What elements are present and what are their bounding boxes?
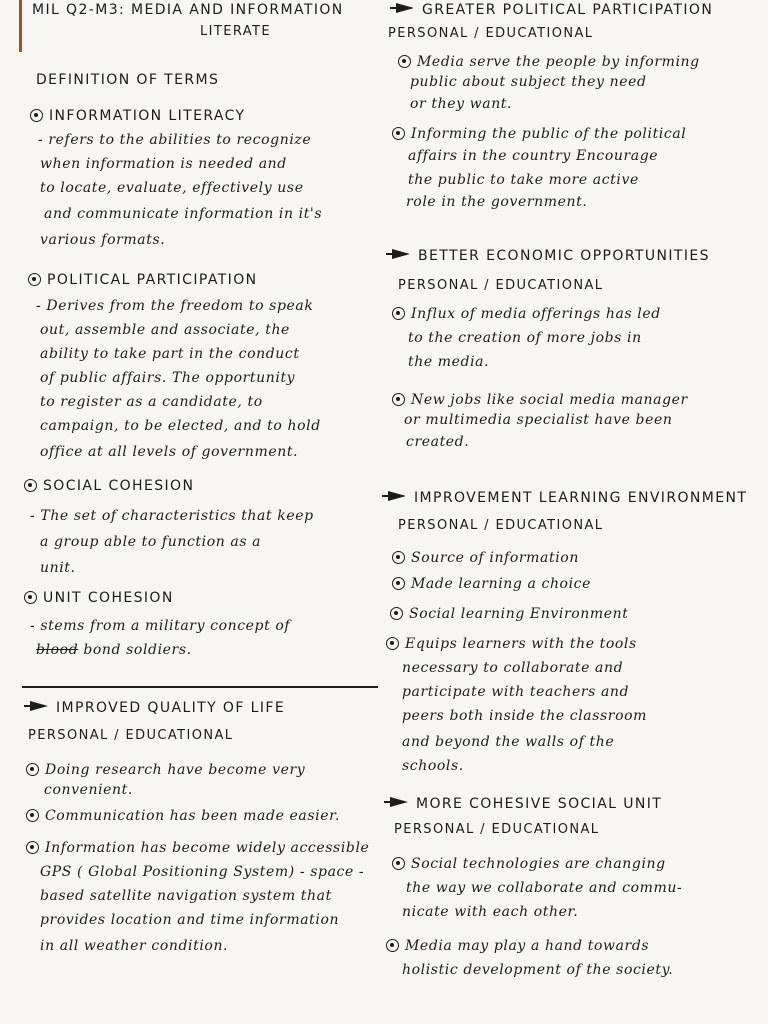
circle-bullet-icon — [24, 479, 37, 492]
list-item-line: role in the government. — [406, 194, 588, 210]
term-definition-line: when information is needed and — [40, 156, 287, 172]
term-definition-line: to register as a candidate, to — [40, 394, 263, 410]
list-item-text: Communication has been made easier. — [45, 808, 340, 824]
circle-bullet-icon — [392, 857, 405, 870]
flag-arrow-icon — [396, 3, 414, 13]
circle-bullet-icon — [390, 607, 403, 620]
definition-heading: DEFINITION OF TERMS — [36, 72, 220, 88]
term-definition-line: - The set of characteristics that keep — [30, 508, 314, 524]
circle-bullet-icon — [386, 939, 399, 952]
circle-bullet-icon — [28, 273, 41, 286]
page-title-line2: LITERATE — [200, 24, 271, 39]
section-subheading: PERSONAL / EDUCATIONAL — [398, 518, 604, 533]
list-item-text: Social technologies are changing — [411, 856, 666, 872]
list-item — [392, 852, 666, 876]
term-definition-line: campaign, to be elected, and to hold — [40, 418, 321, 434]
term-definition-line: - refers to the abilities to recognize — [38, 132, 312, 148]
crossed-out-word: blood — [36, 642, 79, 658]
section-subheading: PERSONAL / EDUCATIONAL — [394, 822, 600, 837]
circle-bullet-icon — [386, 637, 399, 650]
flag-arrow-icon — [392, 249, 410, 259]
list-item-line: based satellite navigation system that — [40, 888, 332, 904]
list-item-line: schools. — [402, 758, 464, 774]
term-label: INFORMATION LITERACY — [49, 108, 246, 124]
list-item-line: GPS ( Global Positioning System) - space - — [40, 864, 365, 880]
list-item — [26, 836, 369, 860]
section-subheading: PERSONAL / EDUCATIONAL — [388, 26, 594, 41]
term-definition-line: out, assemble and associate, the — [40, 322, 290, 338]
list-item — [392, 546, 579, 570]
circle-bullet-icon — [392, 551, 405, 564]
list-item-line: created. — [406, 434, 470, 450]
term-social-cohesion — [24, 478, 194, 494]
term-label: POLITICAL PARTICIPATION — [47, 272, 258, 288]
improved-quality-heading — [30, 700, 285, 716]
list-item-line: necessary to collaborate and — [402, 660, 624, 676]
circle-bullet-icon — [26, 809, 39, 822]
section-divider — [22, 686, 378, 688]
list-item-line: convenient. — [44, 782, 133, 798]
list-item-line: participate with teachers and — [402, 684, 630, 700]
flag-arrow-icon — [390, 797, 408, 807]
list-item-line: nicate with each other. — [402, 904, 579, 920]
list-item-text: Media serve the people by informing — [417, 54, 700, 70]
circle-bullet-icon — [24, 591, 37, 604]
list-item — [392, 572, 591, 596]
term-definition-line: office at all levels of government. — [40, 444, 299, 460]
term-definition-line: - Derives from the freedom to speak — [36, 298, 314, 314]
flag-arrow-icon — [388, 491, 406, 501]
list-item — [386, 934, 649, 958]
term-definition-line: - stems from a military concept of — [30, 618, 291, 634]
greater-political-heading — [396, 2, 713, 18]
list-item-text: Equips learners with the tools — [405, 636, 637, 652]
list-item-line: the public to take more active — [408, 172, 639, 188]
list-item-line: holistic development of the society. — [402, 962, 674, 978]
circle-bullet-icon — [26, 763, 39, 776]
list-item — [392, 302, 661, 326]
improved-quality-subheading: PERSONAL / EDUCATIONAL — [28, 728, 234, 743]
circle-bullet-icon — [398, 55, 411, 68]
list-item-line: and beyond the walls of the — [402, 734, 615, 750]
better-economic-heading — [392, 248, 710, 264]
page-margin-line — [19, 0, 22, 52]
term-unit-cohesion — [24, 590, 174, 606]
list-item-text: Source of information — [411, 550, 579, 566]
flag-arrow-icon — [30, 701, 48, 711]
circle-bullet-icon — [392, 307, 405, 320]
term-definition-text: bond soldiers. — [78, 642, 192, 658]
list-item-text: Social learning Environment — [409, 606, 629, 622]
circle-bullet-icon — [392, 393, 405, 406]
list-item-line: affairs in the country Encourage — [408, 148, 659, 164]
list-item-line: or multimedia specialist have been — [404, 412, 673, 428]
list-item-line: public about subject they need — [410, 74, 647, 90]
term-label: UNIT COHESION — [43, 590, 174, 606]
improvement-learning-heading — [388, 490, 747, 506]
term-definition-line — [36, 638, 192, 662]
term-definition-line: to locate, evaluate, effectively use — [40, 180, 304, 196]
term-information-literacy — [30, 108, 246, 124]
list-item — [392, 122, 686, 146]
list-item-text: Informing the public of the political — [411, 126, 687, 142]
term-political-participation — [28, 272, 258, 288]
term-definition-line: unit. — [40, 560, 76, 576]
list-item-line: provides location and time information — [40, 912, 340, 928]
heading-text: IMPROVED QUALITY OF LIFE — [56, 700, 286, 716]
list-item-line: the way we collaborate and commu- — [406, 880, 683, 896]
list-item — [390, 602, 629, 626]
list-item — [26, 804, 340, 828]
circle-bullet-icon — [26, 841, 39, 854]
circle-bullet-icon — [30, 109, 43, 122]
term-definition-line: ability to take part in the conduct — [40, 346, 300, 362]
list-item-text: Information has become widely accessible — [45, 840, 370, 856]
heading-text: BETTER ECONOMIC OPPORTUNITIES — [418, 248, 710, 264]
list-item-text: Media may play a hand towards — [405, 938, 650, 954]
term-definition-line: various formats. — [40, 232, 166, 248]
section-subheading: PERSONAL / EDUCATIONAL — [398, 278, 604, 293]
more-cohesive-heading — [390, 796, 662, 812]
circle-bullet-icon — [392, 577, 405, 590]
term-definition-line: of public affairs. The opportunity — [40, 370, 296, 386]
list-item-line: the media. — [408, 354, 490, 370]
list-item-line: peers both inside the classroom — [402, 708, 648, 724]
page-title-line1: MIL Q2-M3: MEDIA AND INFORMATION — [32, 2, 344, 18]
heading-text: GREATER POLITICAL PARTICIPATION — [422, 2, 714, 18]
list-item — [386, 632, 637, 656]
term-label: SOCIAL COHESION — [43, 478, 195, 494]
term-definition-line: a group able to function as a — [40, 534, 262, 550]
list-item-line: or they want. — [410, 96, 513, 112]
list-item-text: Influx of media offerings has led — [411, 306, 661, 322]
list-item-text: New jobs like social media manager — [411, 392, 688, 408]
list-item-line: in all weather condition. — [40, 938, 229, 954]
list-item-text: Made learning a choice — [411, 576, 591, 592]
heading-text: IMPROVEMENT LEARNING ENVIRONMENT — [414, 490, 748, 506]
heading-text: MORE COHESIVE SOCIAL UNIT — [416, 796, 663, 812]
term-definition-line: and communicate information in it's — [44, 206, 323, 222]
list-item-text: Doing research have become very — [45, 762, 306, 778]
list-item-line: to the creation of more jobs in — [408, 330, 642, 346]
circle-bullet-icon — [392, 127, 405, 140]
